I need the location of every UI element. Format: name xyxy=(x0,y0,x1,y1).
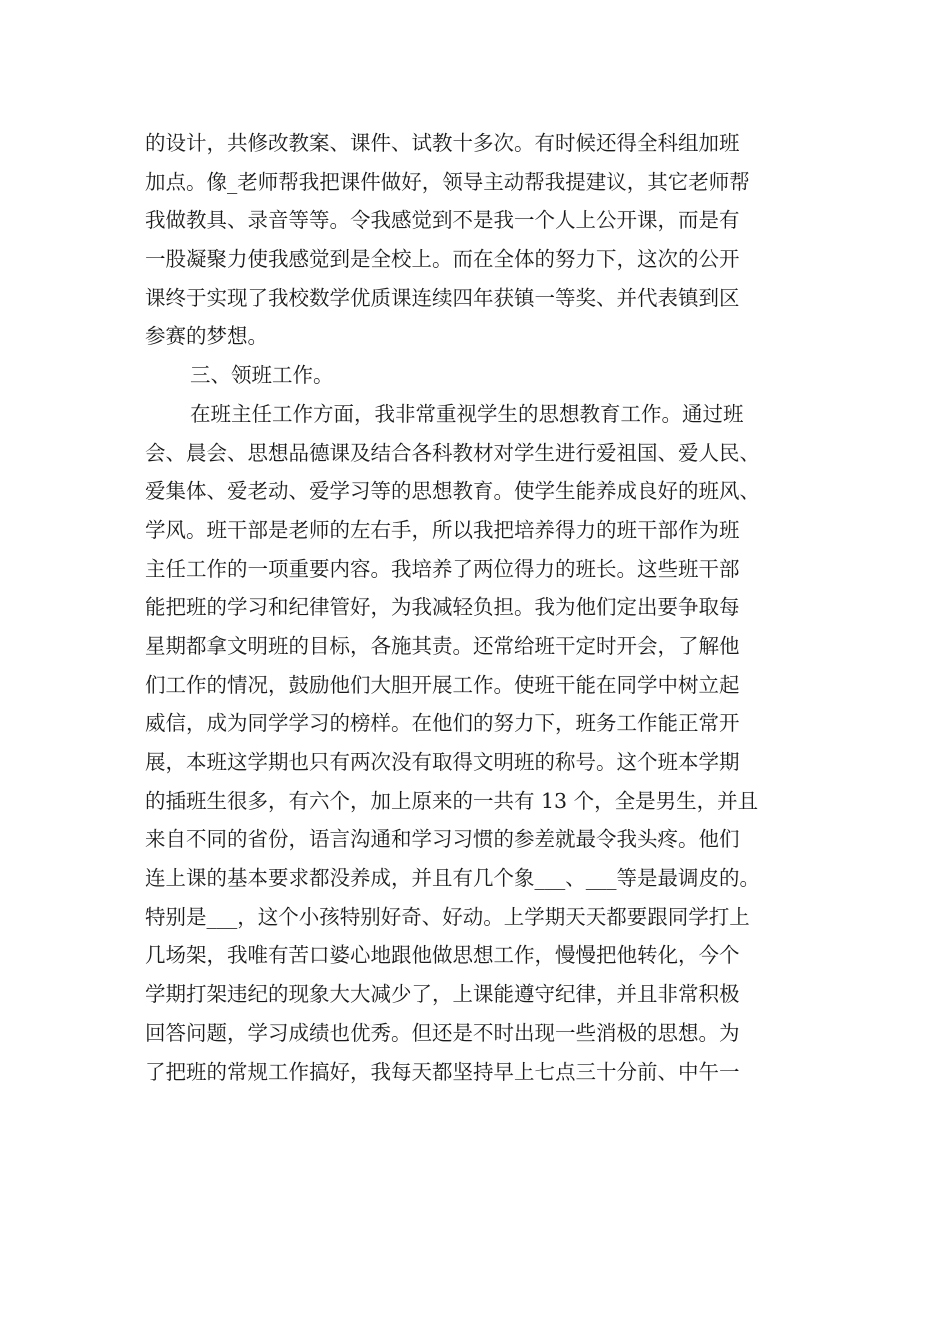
text-line: 一股凝聚力使我感觉到是全校上。而在全体的努力下，这次的公开 xyxy=(145,247,740,272)
text-line: 学风。班干部是老师的左右手，所以我把培养得力的班干部作为班 xyxy=(145,517,740,542)
text-line: 爱集体、爱老动、爱学习等的思想教育。使学生能养成良好的班风、 xyxy=(145,479,760,504)
text-line: 能把班的学习和纪律管好，为我减轻负担。我为他们定出要争取每 xyxy=(145,595,740,620)
text-line: 威信，成为同学学习的榜样。在他们的努力下，班务工作能正常开 xyxy=(145,711,740,736)
text-line: 回答问题，学习成绩也优秀。但还是不时出现一些消极的思想。为 xyxy=(145,1020,740,1045)
paragraph-2 xyxy=(145,395,825,1091)
text-line: 加点。像_老师帮我把课件做好，领导主动帮我提建议，其它老师帮 xyxy=(145,169,750,194)
text-line: 几场架，我唯有苦口婆心地跟他做思想工作，慢慢把他转化，今个 xyxy=(145,943,740,968)
text-line: 学期打架违纪的现象大大减少了，上课能遵守纪律，并且非常积极 xyxy=(145,982,740,1007)
text-line: 来自不同的省份，语言沟通和学习习惯的参差就最令我头疼。他们 xyxy=(145,827,740,852)
text-line: 参赛的梦想。 xyxy=(145,324,268,349)
text-line: 星期都拿文明班的目标，各施其责。还常给班干定时开会，了解他 xyxy=(145,633,740,658)
text-line: 了把班的常规工作搞好，我每天都坚持早上七点三十分前、中午一 xyxy=(145,1059,740,1084)
text-line: 的设计，共修改教案、课件、试教十多次。有时候还得全科组加班 xyxy=(145,131,740,155)
section-heading: 三、领班工作。 xyxy=(190,363,334,388)
paragraph-1 xyxy=(145,124,825,356)
text-line: 课终于实现了我校数学优质课连续四年获镇一等奖、并代表镇到区 xyxy=(145,285,740,310)
text-line: 的插班生很多，有六个，加上原来的一共有 13 个，全是男生，并且 xyxy=(145,788,759,813)
document-body xyxy=(145,124,825,1091)
text-line: 主任工作的一项重要内容。我培养了两位得力的班长。这些班干部 xyxy=(145,556,740,581)
text-line: 们工作的情况，鼓励他们大胆开展工作。使班干能在同学中树立起 xyxy=(145,672,740,697)
text-line: 展，本班这学期也只有两次没有取得文明班的称号。这个班本学期 xyxy=(145,750,740,774)
text-line: 特别是___，这个小孩特别好奇、好动。上学期天天都要跟同学打上 xyxy=(145,904,750,929)
text-line: 我做教具、录音等等。令我感觉到不是我一个人上公开课，而是有 xyxy=(145,208,740,233)
text-line: 在班主任工作方面，我非常重视学生的思想教育工作。通过班 xyxy=(190,401,744,426)
text-line: 会、晨会、思想品德课及结合各科教材对学生进行爱祖国、爱人民、 xyxy=(145,440,760,465)
text-line: 连上课的基本要求都没养成，并且有几个象___、___等是最调皮的。 xyxy=(145,866,760,891)
